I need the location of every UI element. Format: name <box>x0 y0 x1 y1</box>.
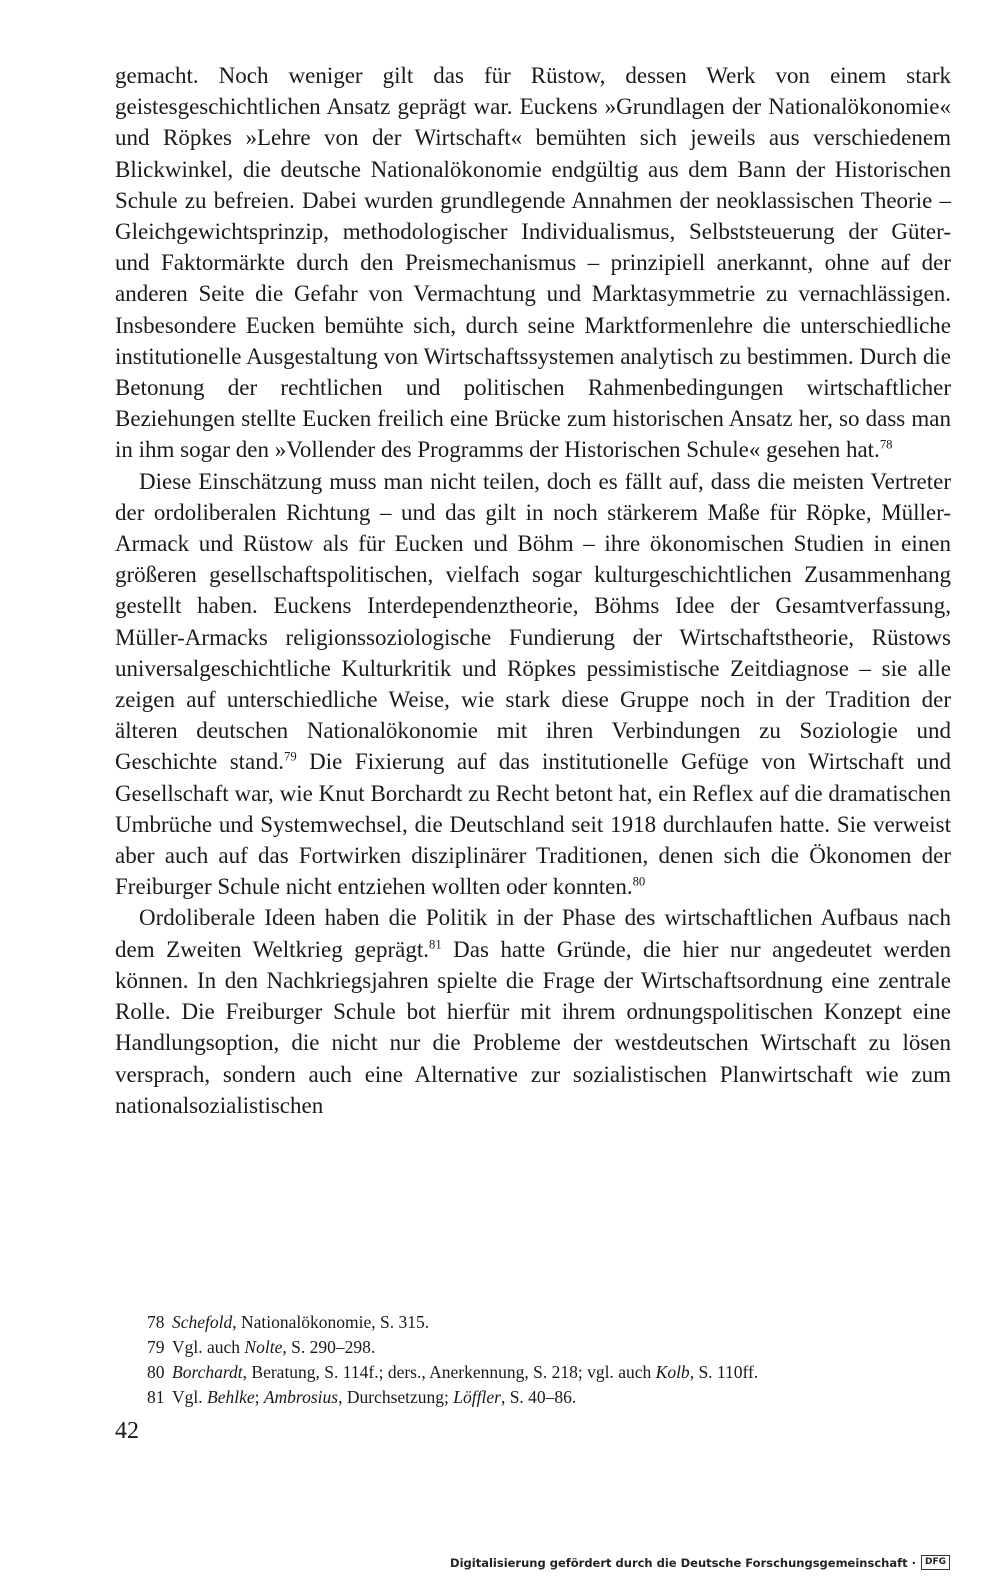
author-name: Borchardt <box>172 1362 243 1382</box>
author-name: Nolte <box>244 1337 283 1357</box>
credit-text: Digitalisierung gefördert durch die Deutsche Forschungsgemeinschaft · <box>450 1555 916 1570</box>
text-segment: Ordoliberale Ideen haben die Politik in der Phase des wirtschaftlichen Aufbaus nach dem Zweiten Weltkrieg geprägt. <box>115 905 951 962</box>
footnote-number: 81 <box>147 1387 165 1407</box>
citation-text: , S. 290–298. <box>282 1337 376 1357</box>
footnote-ref[interactable]: 79 <box>284 749 297 764</box>
citation-text: ; <box>254 1387 264 1407</box>
author-name: Schefold <box>172 1312 233 1332</box>
citation-text: , S. 110ff. <box>689 1362 759 1382</box>
citation-text: Vgl. <box>172 1387 207 1407</box>
citation-text: Vgl. auch <box>172 1337 245 1357</box>
paragraph <box>115 902 951 1120</box>
main-text <box>115 60 951 1121</box>
footnote-ref[interactable]: 81 <box>429 937 442 952</box>
citation-text: , Nationalökonomie, S. 315. <box>232 1312 430 1332</box>
author-name: Behlke <box>207 1387 255 1407</box>
footnote <box>147 1335 947 1360</box>
footnote-number: 80 <box>147 1362 165 1382</box>
page-number: 42 <box>115 1418 139 1444</box>
citation-text: , S. 40–86. <box>500 1387 577 1407</box>
dfg-logo-icon: DFG <box>921 1555 950 1570</box>
footnote-ref[interactable]: 80 <box>632 874 646 889</box>
footnote <box>147 1360 947 1385</box>
paragraph <box>115 466 951 903</box>
text-segment: Die Fixierung auf das institutionelle Gefüge von Wirtschaft und Gesellschaft war, wie Knut Borchardt zu Recht betont hat, ein Reflex auf die dramatischen Umbrüche und Systemwechsel, die Deutschland seit 1918 durchlaufen hatte. Sie verweist aber auch auf das Fortwirken disziplinärer Traditionen, denen sich die Ökonomen der Freiburger Schule nicht entziehen wollten oder konnten. <box>115 749 952 900</box>
citation-text: , Beratung, S. 114f.; ders., Anerkennung, S. 218; vgl. auch <box>242 1362 656 1382</box>
paragraph <box>115 60 951 466</box>
text-segment: Diese Einschätzung muss man nicht teilen, doch es fällt auf, dass die meisten Vertreter der ordoliberalen Richtung – und das gilt in noch stärkerem Maße für Röpke, Müller-Armack und Rüstow als für Eucken und Böhm – ihre ökonomischen Studien in einen größeren gesellschaftspolitischen, vielfach sogar kulturgeschichtlichen Zusammenhang gestellt haben. Euckens Interdependenztheorie, Böhms Idee der Gesamtverfassung, Müller-Armacks religionssoziologische Fundierung der Wirtschaftstheorie, Rüstows universalgeschichtliche Kulturkritik und Röpkes pessimistische Zeitdiagnose – sie alle zeigen auf unterschiedliche Weise, wie stark diese Gruppe noch in der Tradition der älteren deutschen Nationalökonomie mit ihren Verbindungen zu Soziologie und Geschichte stand. <box>115 468 951 775</box>
author-name: Kolb <box>655 1362 690 1382</box>
citation-text: , Durchsetzung; <box>338 1387 454 1407</box>
footnote-number: 78 <box>147 1312 165 1332</box>
footnote-number: 79 <box>147 1337 165 1357</box>
author-name: Löffler <box>453 1387 501 1407</box>
footnote-ref[interactable]: 78 <box>879 437 893 452</box>
text-segment: gemacht. Noch weniger gilt das für Rüstow, dessen Werk von einem stark geistesgeschichtlichen Ansatz geprägt war. Euckens »Grundlagen der Nationalökonomie« und Röpkes »Lehre von der Wirtschaft« bemühten sich jeweils aus verschiedenem Blickwinkel, die deutsche Nationalökonomie endgültig aus dem Bann der Historischen Schule zu befreien. Dabei wurden grundlegende Annahmen der neoklassischen Theorie – Gleichgewichtsprinzip, methodologischer Individualismus, Selbststeuerung der Güter- und Faktormärkte durch den Preismechanismus – prinzipiell anerkannt, ohne auf der anderen Seite die Gefahr von Vermachtung und Marktasymmetrie zu vernachlässigen. Insbesondere Eucken bemühte sich, durch seine Marktformenlehre die unterschiedliche institutionelle Ausgestaltung von Wirtschaftssystemen analytisch zu bestimmen. Durch die Betonung der rechtlichen und politischen Rahmenbedingungen wirtschaftlicher Beziehungen stellte Eucken freilich eine Brücke zum historischen Ansatz her, so dass man in ihm sogar den »Vollender des Programms der Historischen Schule« gesehen hat. <box>115 63 951 463</box>
text-segment: Das hatte Gründe, die hier nur angedeutet werden können. In den Nachkriegsjahren spielte die Frage der Wirtschaftsordnung eine zentrale Rolle. Die Freiburger Schule bot hierfür mit ihrem ordnungspolitischen Konzept eine Handlungsoption, die nicht nur die Probleme der westdeutschen Wirtschaft zu lösen versprach, sondern auch eine Alternative zur sozialistischen Planwirtschaft wie zum nationalsozialistischen <box>115 936 951 1118</box>
author-name: Ambrosius <box>263 1387 339 1407</box>
footnote <box>147 1385 947 1410</box>
digitization-credit <box>450 1555 950 1570</box>
footnote <box>147 1310 947 1335</box>
footnotes <box>147 1310 947 1410</box>
